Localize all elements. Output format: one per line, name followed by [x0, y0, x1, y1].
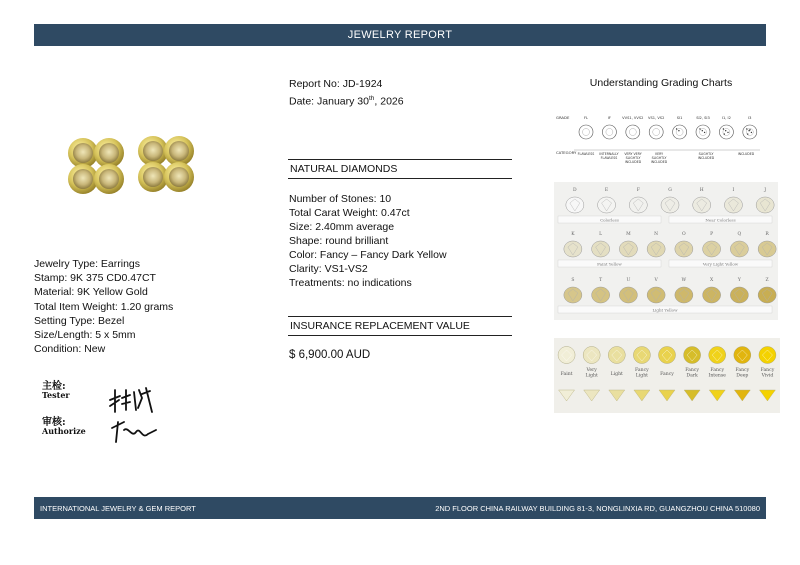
grade-label: VS1, VS2	[648, 116, 665, 120]
category-label: FLAWLESS	[600, 156, 618, 160]
grade-label: I1, I2	[721, 116, 731, 120]
handwritten-signatures	[106, 386, 166, 446]
category-label: INCLUDED	[737, 152, 755, 156]
report-header	[34, 24, 766, 46]
fancy-diamond-side-icon	[584, 390, 600, 401]
color-diamond-icon	[619, 241, 637, 257]
color-group-label: Light Yellow	[652, 307, 678, 313]
color-grade-letter: S	[571, 278, 575, 283]
fancy-diamond-side-icon	[659, 390, 675, 401]
color-diamond-icon	[675, 287, 693, 303]
fancy-grade-label: Light	[585, 373, 598, 379]
fancy-diamond-side-icon	[609, 390, 625, 401]
report-date	[289, 92, 404, 109]
category-label: INTERNALLY	[599, 152, 619, 156]
jewelry-weight: Total Item Weight: 1.20 grams	[34, 300, 174, 313]
report-date-year: , 2026	[374, 95, 404, 107]
color-group-label: Faint Yellow	[597, 261, 622, 267]
jewelry-setting: Setting Type: Bezel	[34, 314, 125, 327]
grade-label: SI1	[676, 116, 683, 120]
fancy-grade-label: Faint	[560, 372, 573, 377]
tester-label	[42, 382, 70, 400]
fancy-grade-label: Fancy	[685, 368, 699, 373]
grade-label: IF	[607, 116, 611, 120]
diamond-size: Size: 2.40mm average	[289, 221, 395, 233]
jewelry-details	[34, 257, 173, 356]
color-diamond-icon	[730, 287, 748, 303]
color-grade-letter: N	[654, 232, 659, 237]
color-grade-letter: E	[604, 188, 609, 193]
color-grade-letter: K	[571, 232, 575, 237]
color-diamond-icon	[598, 197, 616, 213]
clarity-diamond-icon	[649, 125, 663, 139]
fancy-grade-label: Fancy	[635, 368, 649, 373]
fancy-diamond-side-icon	[734, 390, 750, 401]
footer-organization: INTERNATIONAL JEWELRY & GEM REPORT	[40, 503, 196, 513]
color-grade-letter: I	[732, 188, 735, 193]
fancy-diamond-side-icon	[684, 390, 700, 401]
diamond-carat: Total Carat Weight: 0.47ct	[289, 207, 410, 219]
color-grade-letter: M	[626, 232, 631, 237]
clarity-diamond-icon	[719, 125, 733, 139]
fancy-grade-label: Light	[635, 373, 649, 379]
color-grade-letter: D	[573, 188, 577, 193]
category-label: SLIGHTLY	[651, 156, 667, 160]
color-grade-letter: X	[710, 278, 714, 283]
grade-label: SI2, SI3	[696, 116, 710, 120]
report-title: JEWELRY REPORT	[347, 29, 453, 41]
jewelry-type: Jewelry Type: Earrings	[34, 258, 141, 270]
signature-block	[34, 380, 174, 445]
authorize-label-cn: 审核:	[42, 417, 66, 428]
color-diamond-icon	[661, 197, 679, 213]
color-grade-letter: U	[626, 278, 631, 283]
clarity-diamond-icon	[673, 125, 687, 139]
report-number: Report No: JD-1924	[289, 78, 383, 90]
fancy-diamond-side-icon	[709, 390, 725, 401]
color-grade-letter: O	[682, 232, 686, 237]
color-diamond-icon	[693, 197, 711, 213]
color-diamond-icon	[758, 241, 776, 257]
color-grade-letter: R	[765, 232, 769, 237]
diamond-treatments: Treatments: no indications	[289, 277, 412, 289]
color-grade-letter: Y	[737, 278, 741, 283]
category-label: VERY	[654, 152, 664, 156]
color-group-label: Very Light Yellow	[702, 261, 739, 267]
fancy-diamond-side-icon	[759, 390, 775, 401]
clarity-diamond-icon	[626, 125, 640, 139]
color-diamond-icon	[564, 241, 582, 257]
color-diamond-icon	[619, 287, 637, 303]
category-label: INCLUDED	[650, 160, 668, 164]
fancy-grade-label: Light	[610, 372, 623, 377]
grade-label: I3	[748, 116, 752, 120]
jewelry-size: Size/Length: 5 x 5mm	[34, 329, 136, 342]
report-date-main: Date: January 30	[289, 95, 369, 107]
color-grade-letter: Q	[737, 232, 742, 237]
color-grade-letter: Z	[765, 278, 769, 283]
fancy-grade-label: Fancy	[710, 368, 725, 373]
earrings-photo	[58, 118, 208, 213]
color-grade-letter: P	[710, 232, 714, 237]
category-label: INCLUDED	[697, 156, 715, 160]
fancy-grade-label: Fancy	[660, 372, 674, 377]
fancy-grade-label: Fancy	[760, 368, 775, 373]
color-grade-chart	[554, 182, 778, 320]
category-label: SLIGHTLY	[625, 156, 641, 160]
diamond-details	[289, 192, 447, 290]
color-diamond-icon	[758, 287, 776, 303]
color-diamond-icon	[730, 241, 748, 257]
color-grade-letter: T	[599, 278, 603, 283]
color-diamond-icon	[703, 287, 721, 303]
report-date-sup: th	[368, 94, 375, 102]
color-grade-letter: F	[636, 188, 640, 193]
color-grade-letter: V	[654, 278, 658, 283]
jewelry-stamp: Stamp: 9K 375 CD0.47CT	[34, 272, 156, 285]
fancy-grade-label: Fancy	[735, 368, 750, 373]
footer-address: 2ND FLOOR CHINA RAILWAY BUILDING 81-3, NONGLINXIA RD, GUANGZHOU CHINA 510080	[435, 503, 760, 513]
color-group-label: Near Colorless	[705, 217, 736, 223]
diamond-color: Color: Fancy – Fancy Dark Yellow	[289, 249, 447, 261]
authorize-label	[42, 418, 86, 436]
color-grade-letter: L	[599, 232, 603, 237]
color-diamond-icon	[703, 241, 721, 257]
fancy-grade-label: Deep	[736, 373, 749, 379]
grade-label: VVS1, VVS2	[622, 116, 644, 120]
clarity-grade-chart	[556, 108, 766, 166]
report-meta	[289, 77, 404, 109]
report-footer	[34, 497, 766, 519]
color-diamond-icon	[564, 287, 582, 303]
category-label: SLIGHTLY	[698, 152, 714, 156]
color-grade-letter: J	[764, 188, 767, 193]
jewelry-material: Material: 9K Yellow Gold	[34, 286, 148, 299]
fancy-grade-label: Intense	[708, 373, 726, 379]
color-diamond-icon	[675, 241, 693, 257]
diamond-shape: Shape: round brilliant	[289, 235, 389, 247]
category-label: VERY VERY	[624, 152, 642, 156]
grade-label: FL	[583, 116, 589, 120]
color-diamond-icon	[756, 197, 774, 213]
clarity-diamond-icon	[602, 125, 616, 139]
clarity-diamond-icon	[696, 125, 710, 139]
fancy-diamond-side-icon	[634, 390, 650, 401]
color-diamond-icon	[724, 197, 742, 213]
grade-row-label: GRADE	[556, 115, 570, 120]
color-diamond-icon	[566, 197, 584, 213]
diamond-clarity: Clarity: VS1-VS2	[289, 263, 368, 275]
category-label: FLAWLESS	[577, 152, 595, 156]
authorize-label-en: Authorize	[42, 426, 86, 436]
category-label: INCLUDED	[624, 160, 642, 164]
clarity-diamond-icon	[743, 125, 757, 139]
color-diamond-icon	[592, 287, 610, 303]
color-grade-letter: G	[668, 188, 672, 193]
diamond-count: Number of Stones: 10	[289, 193, 392, 205]
grading-charts-title: Understanding Grading Charts	[589, 77, 733, 89]
fancy-grade-label: Very	[586, 368, 597, 373]
fancy-diamond-side-icon	[559, 390, 575, 401]
color-group-label: Colorless	[600, 217, 619, 223]
fancy-grade-label: Dark	[686, 373, 698, 379]
fancy-grade-label: Vivid	[761, 373, 774, 379]
color-grade-letter: W	[681, 278, 687, 283]
insurance-heading: INSURANCE REPLACEMENT VALUE	[288, 316, 512, 336]
category-row-label: CATEGORY	[556, 150, 577, 155]
tester-label-en: Tester	[42, 390, 70, 400]
color-diamond-icon	[647, 287, 665, 303]
color-diamond-icon	[629, 197, 647, 213]
tester-label-cn: 主检:	[42, 381, 66, 392]
color-diamond-icon	[647, 241, 665, 257]
insurance-value: $ 6,900.00 AUD	[289, 349, 371, 361]
color-grade-letter: H	[699, 188, 704, 193]
jewelry-condition: Condition: New	[34, 343, 106, 356]
natural-diamonds-heading: NATURAL DIAMONDS	[288, 159, 512, 179]
color-diamond-icon	[592, 241, 610, 257]
fancy-color-chart	[554, 338, 780, 413]
clarity-diamond-icon	[579, 125, 593, 139]
